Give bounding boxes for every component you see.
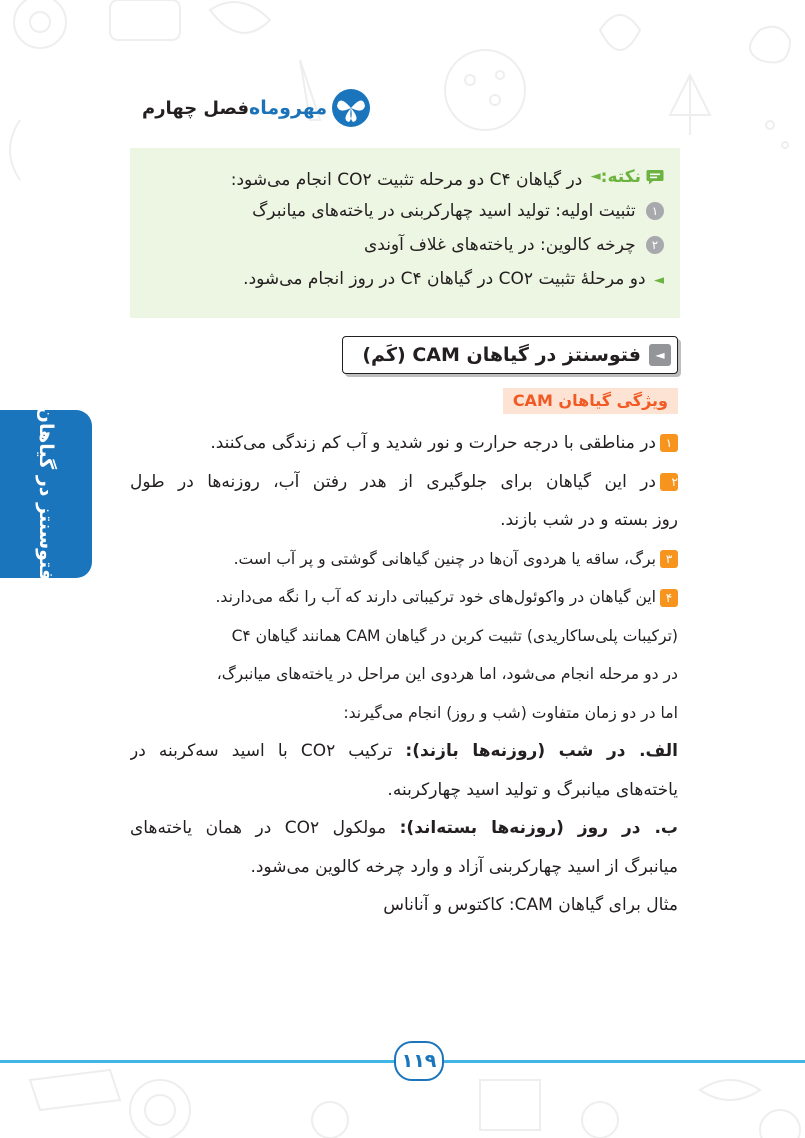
body-line (130, 617, 678, 656)
body-line (130, 424, 678, 463)
number-badge: ۱ (660, 434, 678, 452)
chapter-label: فصل چهارم (142, 97, 250, 119)
note-title: نکته: (600, 167, 641, 187)
brand-logo (249, 88, 375, 128)
note-line (140, 262, 664, 296)
body-line (130, 886, 678, 925)
note-line (140, 194, 664, 228)
be-label: ب. در روز (روزنه‌ها بسته‌اند): (399, 818, 678, 838)
body-line-text: این گیاهان در واکوئول‌های خود ترکیباتی دارند که آب را نگه می‌دارند. (215, 588, 656, 606)
body-line (130, 540, 678, 579)
arrow-left-icon: ◄ (649, 344, 671, 366)
brand-name: مهروماه (249, 97, 328, 119)
note-heading (588, 160, 664, 194)
body-line (130, 732, 678, 771)
body-line-text: در این گیاهان برای جلوگیری از هدر رفتن آب، روزنه‌ها در طول (130, 471, 656, 492)
body-line (130, 694, 678, 733)
note-text: در گیاهان C۴ دو مرحله تثبیت CO۲ انجام می‌شود: (230, 170, 583, 190)
step-number-badge: ۱ (646, 202, 664, 220)
body-line-text: در مناطقی با درجه حرارت و نور شدید و آب کم زندگی می‌کنند. (210, 433, 656, 453)
arrow-left-icon: ◄ (590, 169, 601, 184)
body-line-text: (ترکیبات پلی‌ساکاریدی) تثبیت کربن در گیاهان CAM همانند گیاهان C۴ (231, 626, 678, 645)
body-line (130, 463, 678, 502)
note-text: دو مرحلهٔ تثبیت CO۲ در گیاهان C۴ در روز انجام می‌شود. (243, 269, 646, 289)
butterfly-logo-icon (331, 88, 371, 128)
body-line-text: میانبرگ از اسید چهارکربنی آزاد و وارد چرخه کالوین می‌شود. (250, 856, 678, 877)
body-line (130, 771, 678, 810)
alef-label: الف. در شب (روزنه‌ها بازند): (405, 741, 678, 761)
step-number-badge: ۲ (646, 236, 664, 254)
body-line (130, 809, 678, 848)
subsection-title: ویژگی گیاهان CAM (503, 388, 678, 414)
chapter-side-tab (0, 406, 92, 582)
section-title (342, 336, 678, 374)
body-line (130, 501, 678, 540)
side-tab-label: فتوسنتز در گیاهان (35, 406, 57, 582)
note-line (140, 160, 664, 194)
page-header (130, 84, 390, 132)
body-line-text: اما در دو زمان متفاوت (شب و روز) انجام می‌گیرند: (343, 703, 678, 722)
body-line-text: برگ، ساقه یا هردوی آن‌ها در چنین گیاهانی گوشتی و پر آب است. (233, 549, 656, 568)
number-badge: ۳ (660, 550, 678, 568)
note-text: چرخه کالوین: در یاخته‌های غلاف آوندی (363, 235, 636, 255)
arrow-left-icon: ◄ (654, 273, 664, 288)
body-line-text: ترکیب CO۲ با اسید سه‌کربنه در (130, 741, 393, 761)
note-text: تثبیت اولیه: تولید اسید چهارکربنی در یاخته‌های میانبرگ (252, 201, 636, 221)
body-line (130, 578, 678, 617)
page-number: ۱۱۹ (394, 1041, 444, 1081)
body-text (130, 424, 678, 925)
body-line-text: یاخته‌های میانبرگ و تولید اسید چهارکربنه. (387, 779, 678, 800)
body-line (130, 848, 678, 887)
chat-bubble-icon (646, 169, 664, 185)
body-line-text: مثال برای گیاهان CAM: کاکتوس و آناناس (383, 895, 678, 915)
number-badge: ۲ (660, 473, 678, 491)
section-title-text: فتوسنتز در گیاهان CAM (کَم) (362, 344, 641, 366)
note-line (140, 228, 664, 262)
body-line-text: مولکول CO۲ در همان یاخته‌های (130, 818, 387, 838)
body-line-text: روز بسته و در شب بازند. (500, 510, 678, 530)
number-badge: ۴ (660, 589, 678, 607)
body-line-text: در دو مرحله انجام می‌شود، اما هردوی این مراحل در یاخته‌های میانبرگ، (216, 665, 678, 683)
note-box (130, 148, 680, 318)
body-line (130, 655, 678, 694)
